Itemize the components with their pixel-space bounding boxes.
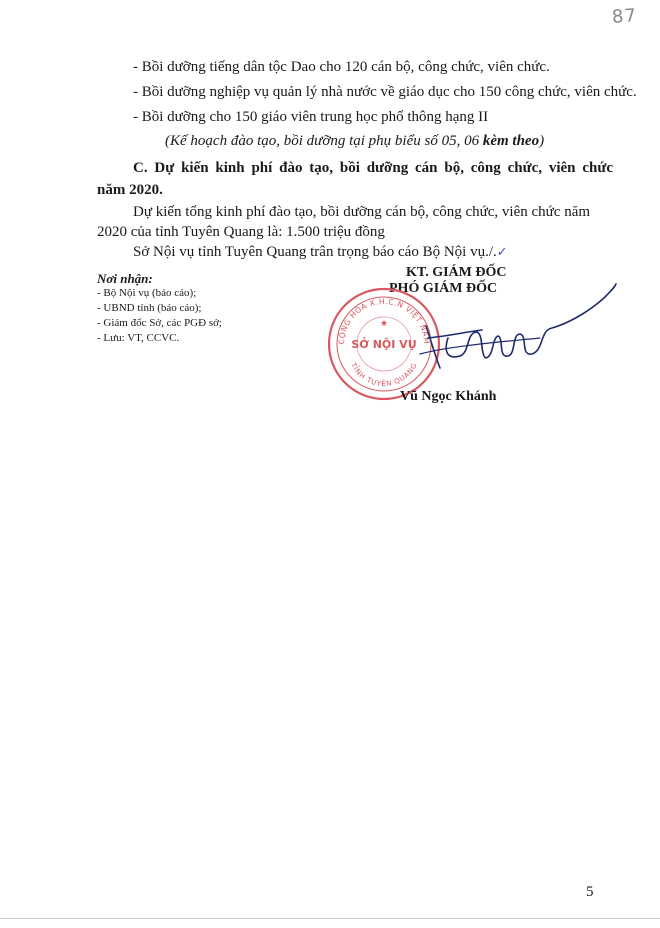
- note-text: Kế hoạch đào tạo, bồi dưỡng tại phụ biểu số 05, 06: [170, 133, 483, 149]
- bullet-item: - Bồi dưỡng cho 150 giáo viên trung học phổ thông hạng II: [133, 109, 489, 125]
- section-c-heading: C. Dự kiến kinh phí đào tạo, bồi dưỡng cán bộ, công chức, viên chức: [133, 160, 613, 176]
- recipient-item: - Lưu: VT, CCVC.: [97, 332, 180, 344]
- recipient-item: - Giám đốc Sở, các PGĐ sở;: [97, 317, 222, 329]
- handwritten-signature: [390, 276, 620, 386]
- recipient-item: - UBND tỉnh (báo cáo);: [97, 302, 202, 314]
- note-close: ): [539, 133, 545, 149]
- page-number: 5: [586, 884, 594, 900]
- stamp-top-text: CỘNG HÒA X.H.C.N VIỆT NAM: [336, 296, 432, 345]
- section-c-heading-cont: năm 2020.: [97, 182, 163, 198]
- note-bold-text: kèm theo: [482, 133, 540, 149]
- stamp-center-text: SỞ NỘI VỤ: [351, 338, 417, 351]
- bullet-item: - Bồi dưỡng tiếng dân tộc Dao cho 120 cán bộ, công chức, viên chức.: [133, 59, 550, 75]
- handwritten-page-number: 87: [611, 5, 638, 28]
- budget-paragraph: Dự kiến tổng kinh phí đào tạo, bồi dưỡng cán bộ, công chức, viên chức năm: [133, 204, 591, 220]
- attachment-note: [165, 132, 544, 150]
- signature-title: KT. GIÁM ĐỐC: [406, 265, 507, 280]
- recipient-item: - Bộ Nội vụ (báo cáo);: [97, 287, 197, 299]
- signer-name: Vũ Ngọc Khánh: [400, 389, 497, 404]
- stamp-star-icon: ★: [379, 319, 389, 329]
- signature-subtitle: PHÓ GIÁM ĐỐC: [389, 281, 498, 296]
- handwritten-mark: ✓: [496, 245, 508, 260]
- closing-text: Sở Nội vụ tỉnh Tuyên Quang trân trọng báo cáo Bộ Nội vụ./.: [133, 244, 497, 260]
- budget-paragraph-cont: 2020 của tỉnh Tuyên Quang là: 1.500 triệu đồng: [97, 224, 385, 240]
- scan-edge-line: [0, 918, 660, 919]
- bullet-item: - Bồi dưỡng nghiệp vụ quản lý nhà nước về giáo dục cho 150 công chức, viên chức.: [133, 84, 637, 100]
- recipients-title: Nơi nhận:: [97, 271, 153, 286]
- stamp-bottom-text: TỈNH TUYÊN QUANG: [349, 361, 419, 389]
- note-open: (: [165, 133, 170, 149]
- closing-sentence: [133, 243, 508, 262]
